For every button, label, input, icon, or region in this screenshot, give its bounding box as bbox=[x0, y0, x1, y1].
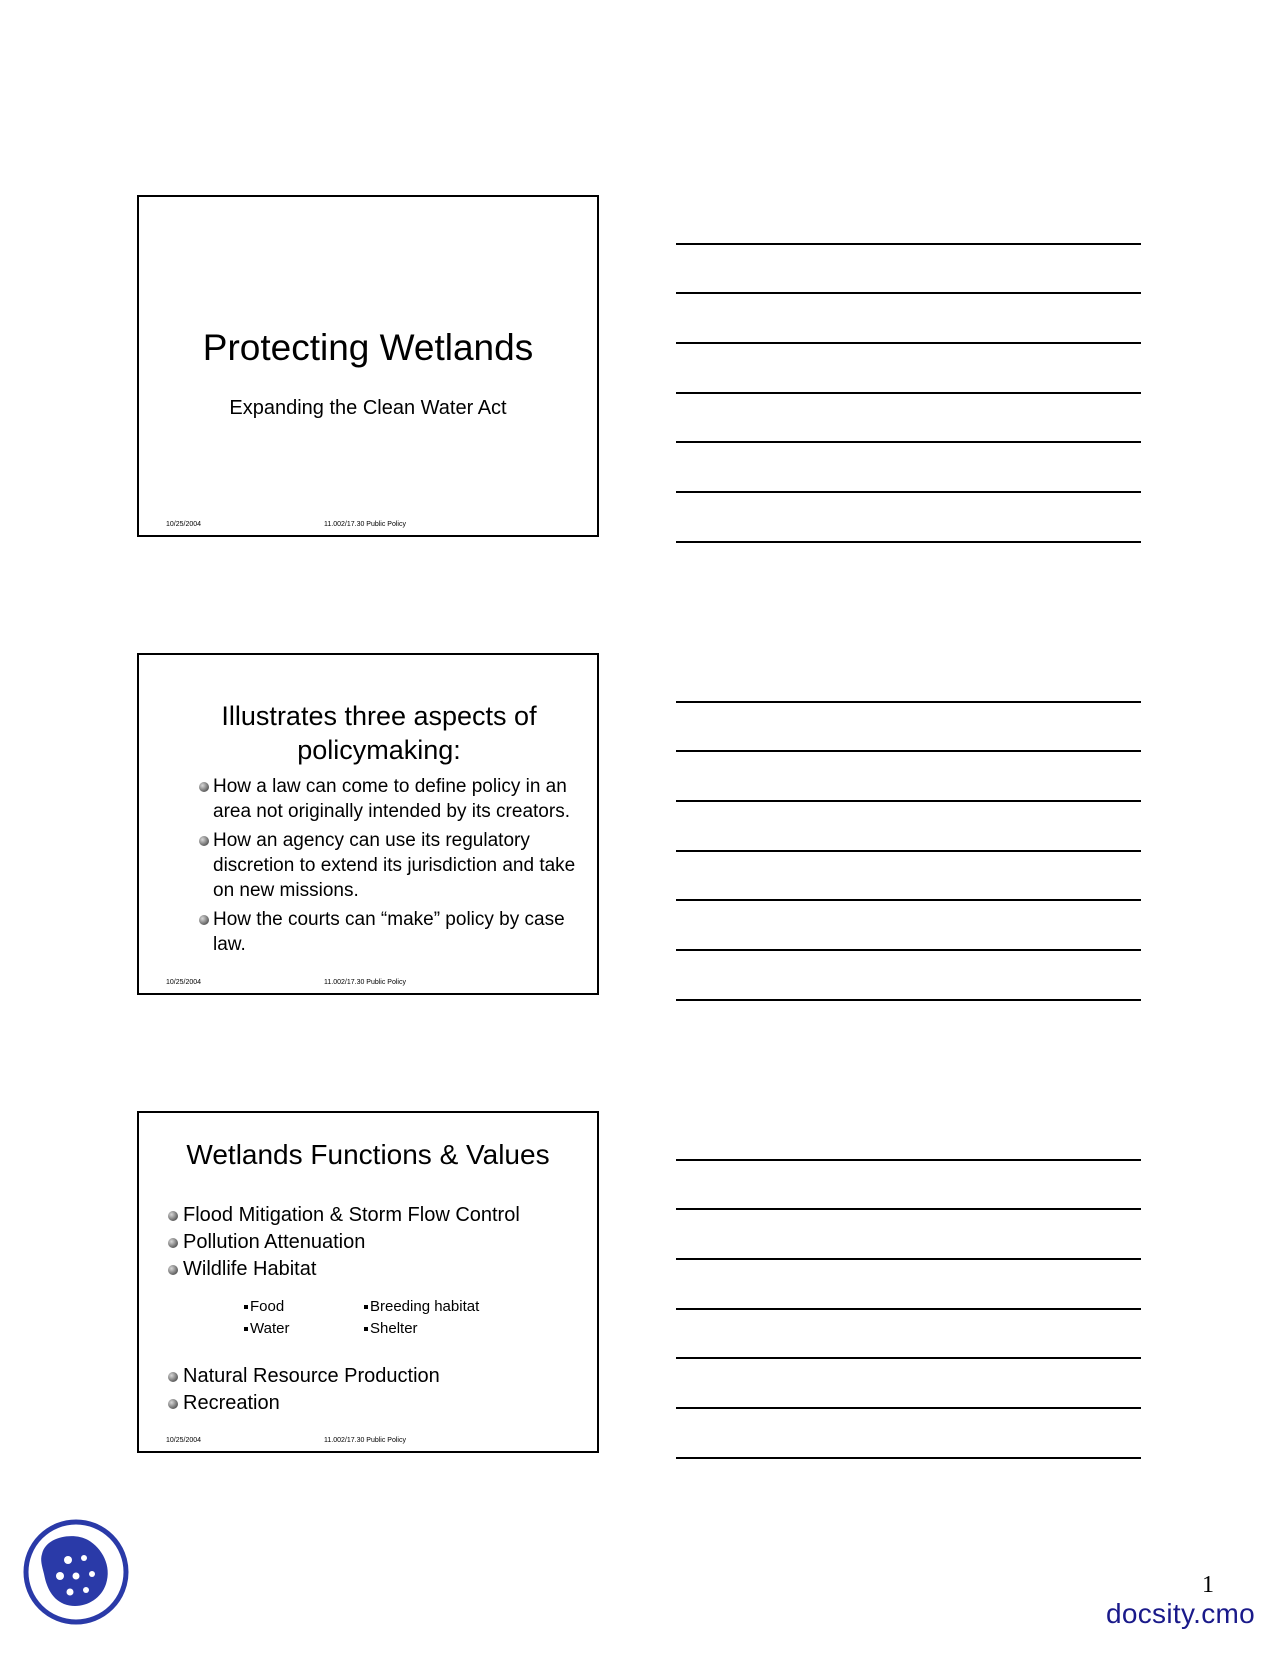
notes-line bbox=[676, 1208, 1141, 1210]
bullet-text: Flood Mitigation & Storm Flow Control bbox=[183, 1204, 520, 1226]
notes-line bbox=[676, 292, 1141, 294]
bullet-text: Pollution Attenuation bbox=[183, 1231, 366, 1253]
bullet-list bbox=[168, 1202, 588, 1283]
bullet-text: How an agency can use its regulatory discretion to extend its jurisdiction and take on new missions. bbox=[213, 830, 576, 901]
notes-line bbox=[676, 701, 1141, 703]
notes-line bbox=[676, 1407, 1141, 1409]
sub-item-text: Shelter bbox=[370, 1320, 418, 1337]
slide-title: Protecting Wetlands bbox=[202, 327, 534, 368]
bullet-text: Wildlife Habitat bbox=[183, 1258, 317, 1280]
slide-subtitle: Expanding the Clean Water Act bbox=[229, 397, 507, 419]
ball-bullet-icon bbox=[168, 1372, 178, 1382]
notes-line bbox=[676, 850, 1141, 852]
bullet-item bbox=[199, 828, 584, 903]
bullet-item bbox=[168, 1256, 588, 1283]
notes-line bbox=[676, 392, 1141, 394]
sub-item bbox=[244, 1320, 289, 1337]
bullet-text: How a law can come to define policy in an area not originally intended by its creators. bbox=[213, 776, 570, 822]
ball-bullet-icon bbox=[168, 1238, 178, 1248]
notes-line bbox=[676, 441, 1141, 443]
page-number: 1 bbox=[1202, 1572, 1214, 1598]
notes-line bbox=[676, 1308, 1141, 1310]
notes-line bbox=[676, 342, 1141, 344]
slide-footer-course: 11.002/17.30 Public Policy bbox=[324, 1437, 406, 1444]
slide-2 bbox=[137, 653, 599, 995]
square-bullet-icon bbox=[364, 1305, 368, 1309]
sub-item-text: Breeding habitat bbox=[370, 1298, 480, 1315]
bullet-item bbox=[168, 1363, 588, 1390]
slide-1 bbox=[137, 195, 599, 537]
notes-line bbox=[676, 1457, 1141, 1459]
slide-footer-date: 10/25/2004 bbox=[166, 1437, 202, 1444]
ball-bullet-icon bbox=[168, 1211, 178, 1221]
bullet-item bbox=[168, 1202, 588, 1229]
brand-link[interactable]: docsity.cmo bbox=[1106, 1598, 1256, 1629]
ball-bullet-icon bbox=[199, 836, 209, 846]
sub-item bbox=[364, 1298, 479, 1315]
bullet-list bbox=[199, 774, 584, 961]
square-bullet-icon bbox=[244, 1327, 248, 1331]
notes-line bbox=[676, 491, 1141, 493]
sub-item-text: Food bbox=[250, 1298, 285, 1315]
bullet-text: How the courts can “make” policy by case law. bbox=[213, 909, 565, 955]
notes-line bbox=[676, 243, 1141, 245]
slide-title: Wetlands Functions & Values bbox=[186, 1139, 550, 1170]
notes-line bbox=[676, 800, 1141, 802]
bullet-text: Recreation bbox=[183, 1392, 280, 1414]
notes-line bbox=[676, 949, 1141, 951]
slide-footer-course: 11.002/17.30 Public Policy bbox=[324, 979, 406, 986]
sub-item bbox=[244, 1298, 284, 1315]
sub-item-text: Water bbox=[250, 1320, 290, 1337]
square-bullet-icon bbox=[244, 1305, 248, 1309]
notes-line bbox=[676, 1357, 1141, 1359]
notes-line bbox=[676, 999, 1141, 1001]
bullet-item bbox=[199, 907, 584, 957]
ball-bullet-icon bbox=[199, 782, 209, 792]
square-bullet-icon bbox=[364, 1327, 368, 1331]
bullet-item bbox=[168, 1229, 588, 1256]
slide-title: Illustrates three aspects of policymaking: bbox=[221, 701, 537, 765]
notes-line bbox=[676, 750, 1141, 752]
slide-footer-date: 10/25/2004 bbox=[166, 979, 202, 986]
ball-bullet-icon bbox=[199, 915, 209, 925]
bullet-text: Natural Resource Production bbox=[183, 1365, 440, 1387]
notes-line bbox=[676, 1258, 1141, 1260]
slide-footer-course: 11.002/17.30 Public Policy bbox=[324, 521, 406, 528]
notes-line bbox=[676, 1159, 1141, 1161]
ball-bullet-icon bbox=[168, 1265, 178, 1275]
sub-item bbox=[364, 1320, 418, 1337]
bullet-list bbox=[168, 1363, 588, 1417]
bullet-item bbox=[168, 1390, 588, 1417]
bullet-item bbox=[199, 774, 584, 824]
notes-line bbox=[676, 541, 1141, 543]
docsity-logo-icon bbox=[22, 1518, 130, 1626]
notes-line bbox=[676, 899, 1141, 901]
slide-footer-date: 10/25/2004 bbox=[166, 521, 202, 528]
ball-bullet-icon bbox=[168, 1399, 178, 1409]
slide-3 bbox=[137, 1111, 599, 1453]
